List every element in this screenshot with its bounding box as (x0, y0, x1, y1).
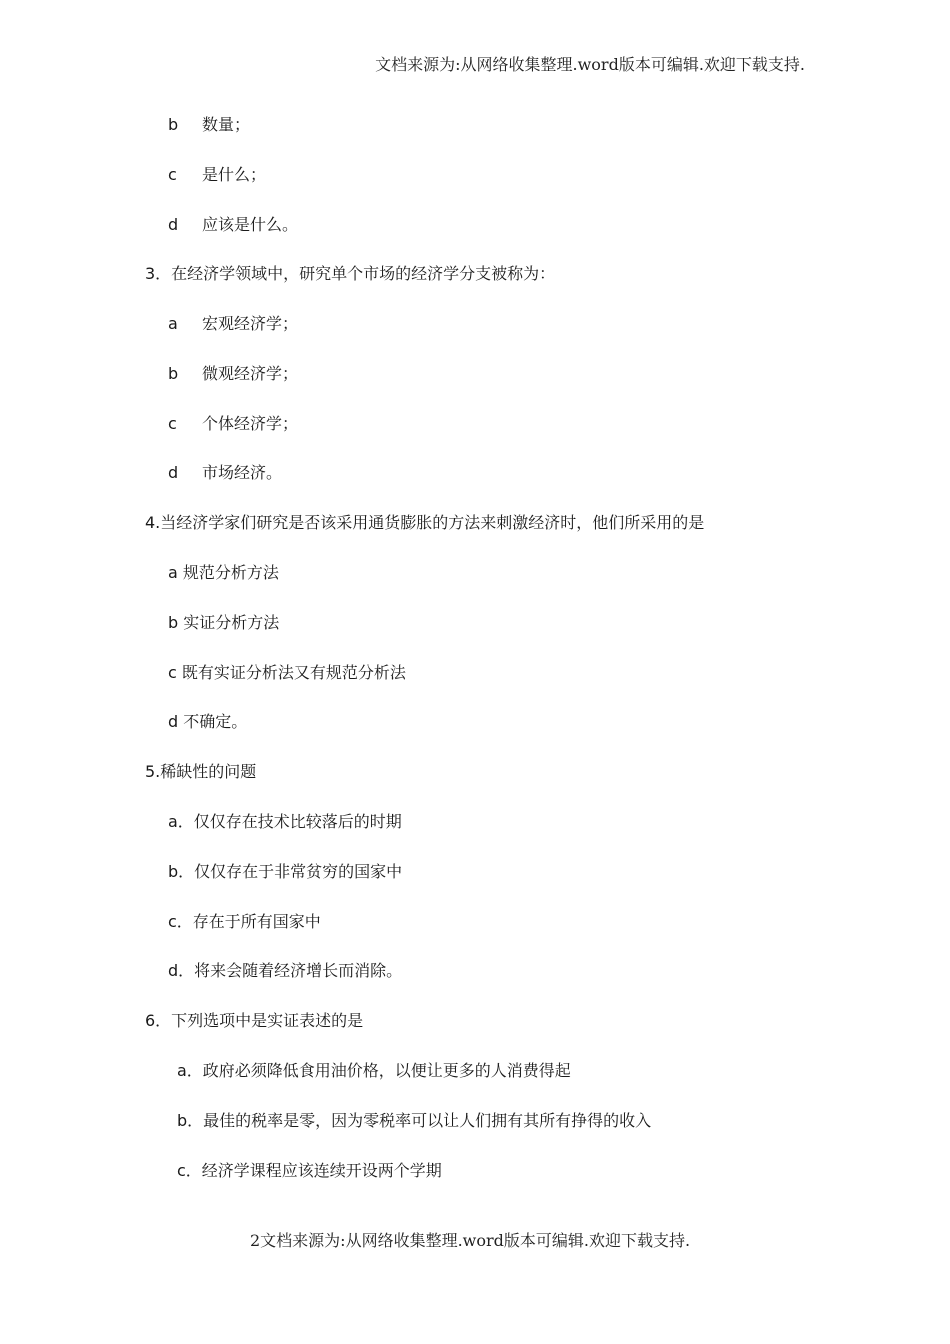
option-text: 数量； (202, 115, 251, 134)
option-text: 应该是什么。 (202, 215, 299, 234)
q4-option-c: c 既有实证分析法又有规范分析法 (168, 663, 406, 682)
page-header: 文档来源为:从网络收集整理.word版本可编辑.欢迎下载支持. (375, 55, 805, 74)
q4-option-b: b 实证分析方法 (168, 613, 280, 632)
q4-option-d: d 不确定。 (168, 712, 248, 731)
option-text: 是什么； (202, 165, 267, 184)
q2-option-b (168, 114, 250, 136)
page-footer: 2文档来源为:从网络收集整理.word版本可编辑.欢迎下载支持. (250, 1231, 691, 1250)
q3-option-b (168, 363, 298, 385)
q6-option-c: c．经济学课程应该连续开设两个学期 (177, 1161, 442, 1180)
q5-option-d: d．将来会随着经济增长而消除。 (168, 961, 403, 980)
q6-option-a: a．政府必须降低食用油价格，以便让更多的人消费得起 (177, 1061, 571, 1080)
option-letter: b (168, 364, 179, 383)
q5-option-c: c．存在于所有国家中 (168, 912, 321, 931)
q4-stem: 4.当经济学家们研究是否该采用通货膨胀的方法来刺激经济时，他们所采用的是 (145, 513, 705, 532)
q5-option-b: b．仅仅存在于非常贫穷的国家中 (168, 862, 403, 881)
option-text: 市场经济。 (202, 463, 283, 482)
option-text: 宏观经济学； (202, 314, 299, 333)
option-text: 个体经济学； (202, 414, 299, 433)
q6-option-b: b．最佳的税率是零，因为零税率可以让人们拥有其所有挣得的收入 (177, 1111, 652, 1130)
q3-stem: 3．在经济学领域中，研究单个市场的经济学分支被称为： (145, 264, 556, 283)
q3-option-c (168, 413, 298, 435)
q2-option-c (168, 164, 266, 186)
q6-stem: 6．下列选项中是实证表述的是 (145, 1011, 364, 1030)
option-letter: c (168, 414, 177, 433)
option-letter: c (168, 165, 177, 184)
q3-option-a (168, 313, 298, 335)
option-letter: b (168, 115, 179, 134)
option-letter: d (168, 463, 179, 482)
q4-option-a: a 规范分析方法 (168, 563, 279, 582)
option-letter: a (168, 314, 178, 333)
option-text: 微观经济学； (202, 364, 299, 383)
q5-option-a: a．仅仅存在技术比较落后的时期 (168, 812, 402, 831)
q3-option-d (168, 462, 282, 484)
option-letter: d (168, 215, 179, 234)
q5-stem: 5.稀缺性的问题 (145, 762, 257, 781)
q2-option-d (168, 214, 298, 236)
